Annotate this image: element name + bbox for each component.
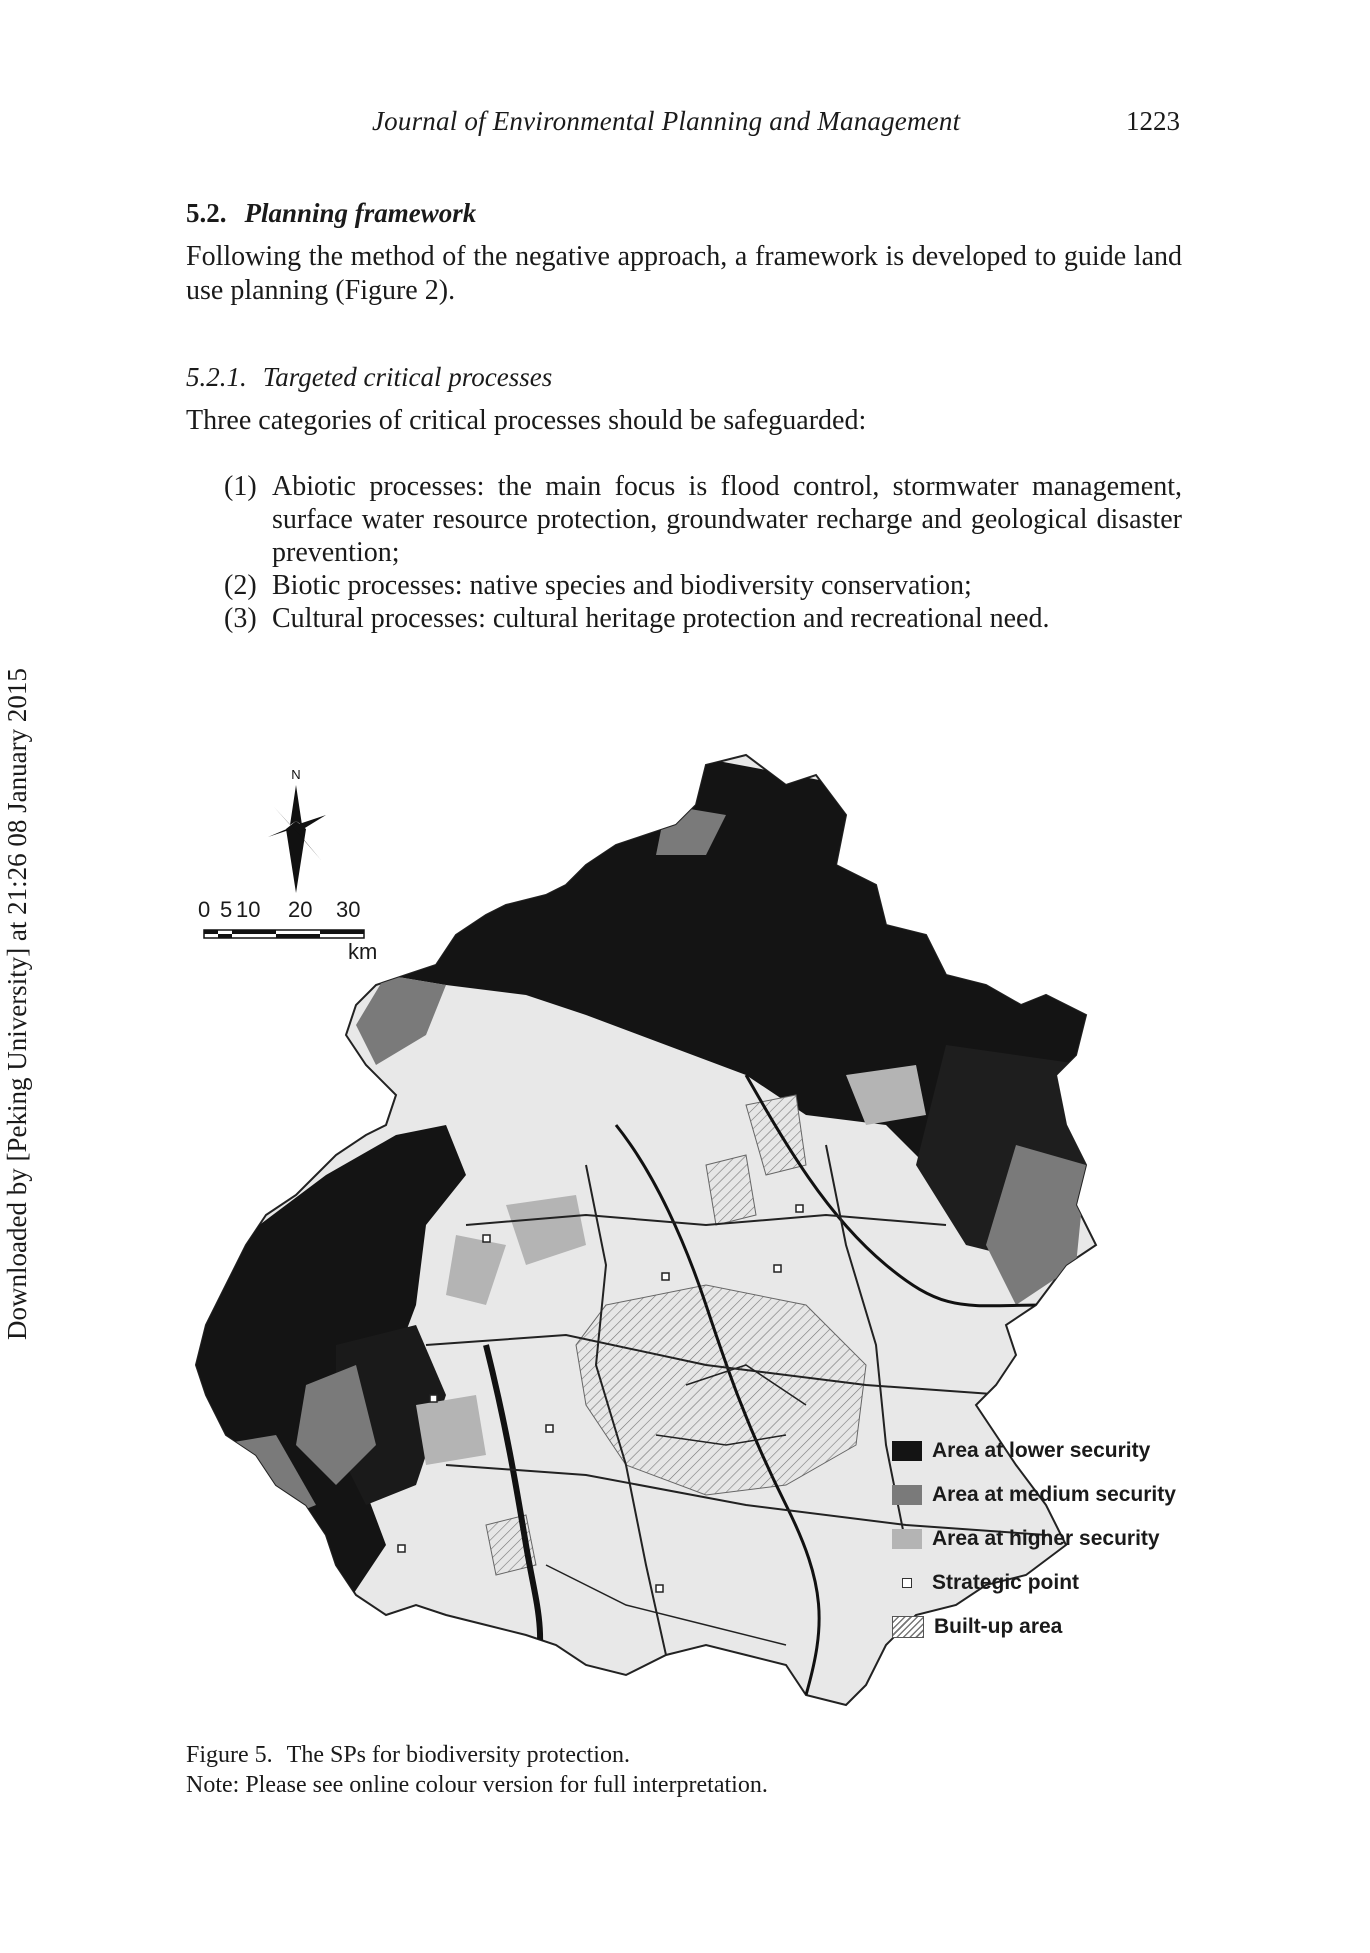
- list-item: [224, 569, 1182, 602]
- list-marker: (2): [224, 570, 257, 601]
- legend-label: Area at higher security: [932, 1527, 1160, 1550]
- scale-tick-label: 10: [236, 897, 261, 922]
- list-item: [224, 470, 1182, 569]
- list-item: [224, 602, 1182, 635]
- list-text: Abiotic processes: the main focus is flood control, stormwater management, surface water resource protection, groundwater recharge and geological disaster prevention;: [272, 471, 1182, 568]
- section-number: 5.2.: [186, 198, 227, 228]
- page-number: 1223: [1126, 106, 1180, 136]
- north-arrow-icon: [266, 765, 336, 895]
- scale-labels: [198, 897, 368, 927]
- subsection-number: 5.2.1.: [186, 362, 247, 392]
- scale-tick-label: 0: [198, 897, 211, 922]
- legend-swatch: [892, 1441, 922, 1461]
- legend-item-higher: [892, 1517, 1176, 1561]
- caption-text: The SPs for biodiversity protection.: [286, 1742, 630, 1768]
- scale-tick-label: 20: [288, 897, 313, 922]
- subsection-intro: Three categories of critical processes should be safeguarded:: [186, 405, 867, 436]
- legend-swatch: [892, 1616, 924, 1638]
- subsection-heading: [186, 362, 552, 393]
- section-heading: [186, 198, 476, 229]
- running-head: Journal of Environmental Planning and Management: [372, 106, 961, 136]
- list-text: Biotic processes: native species and biodiversity conservation;: [272, 570, 972, 601]
- scale-unit: km: [348, 939, 378, 964]
- download-watermark: Downloaded by [Peking University] at 21:26 08 January 2015: [2, 668, 32, 1340]
- legend-item-built: [892, 1605, 1176, 1649]
- legend-item-lower: [892, 1429, 1176, 1473]
- legend-swatch: [892, 1485, 922, 1505]
- caption-label: Figure 5.: [186, 1742, 273, 1768]
- process-list: [224, 470, 1182, 635]
- subsection-title: Targeted critical processes: [262, 362, 553, 392]
- scale-bar-graphic: [198, 928, 368, 940]
- section-title: Planning framework: [244, 198, 477, 228]
- list-marker: (3): [224, 603, 257, 634]
- caption-note: Note: Please see online colour version for full interpretation.: [186, 1772, 768, 1798]
- north-label: N: [291, 767, 301, 782]
- legend-item-point: [892, 1561, 1176, 1605]
- legend-label: Strategic point: [932, 1571, 1080, 1594]
- figure-5: [186, 745, 1182, 1715]
- scale-bar: [198, 897, 378, 964]
- strategic-point-icon: [892, 1573, 922, 1593]
- legend-item-medium: [892, 1473, 1176, 1517]
- legend-label: Area at lower security: [932, 1439, 1151, 1462]
- list-text: Cultural processes: cultural heritage protection and recreational need.: [272, 603, 1050, 634]
- figure-caption: [186, 1740, 768, 1800]
- scale-tick-label: 30: [336, 897, 361, 922]
- legend-label: Area at medium security: [932, 1483, 1176, 1506]
- scale-tick-label: 5: [220, 897, 233, 922]
- legend-swatch: [892, 1529, 922, 1549]
- list-marker: (1): [224, 471, 257, 502]
- section-paragraph: Following the method of the negative approach, a framework is developed to guide land use planning (Figure 2).: [186, 241, 1182, 306]
- legend-label: Built-up area: [934, 1615, 1063, 1638]
- map-legend: [892, 1429, 1176, 1649]
